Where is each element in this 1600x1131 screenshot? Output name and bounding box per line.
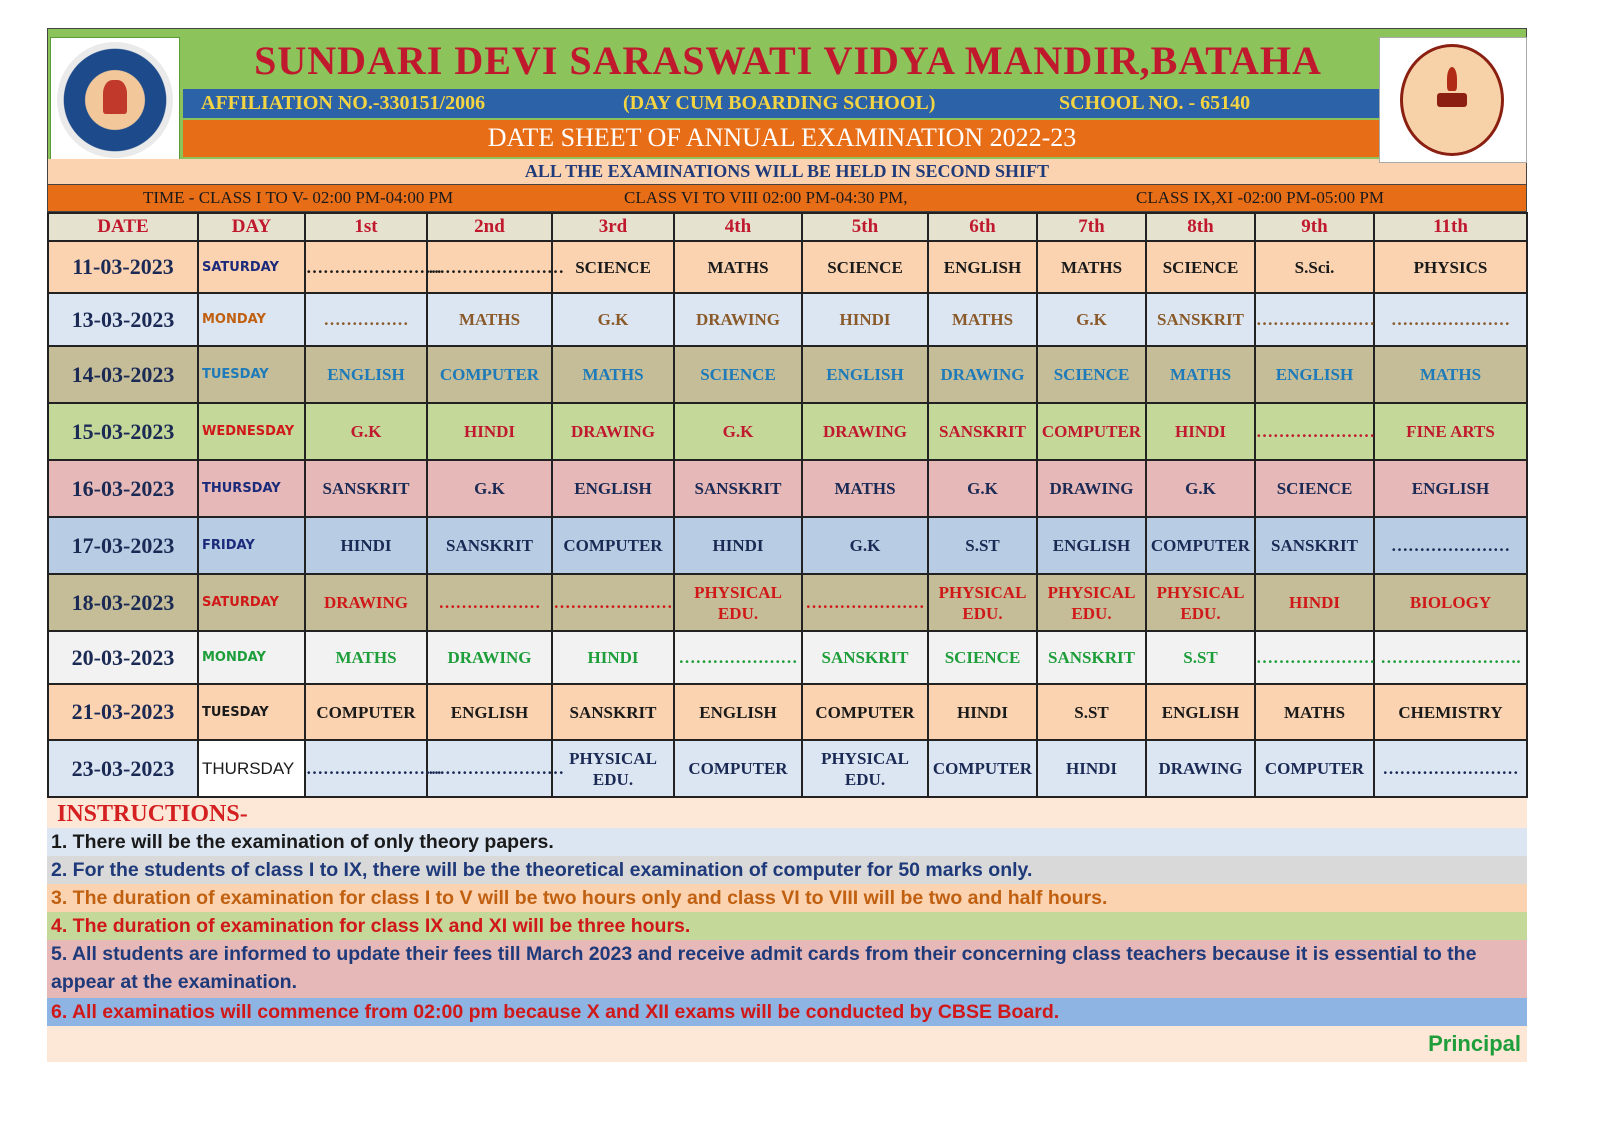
- column-header: 6th: [928, 213, 1037, 241]
- subject-cell: …………………: [1255, 403, 1374, 460]
- subject-cell: ENGLISH: [1037, 517, 1146, 574]
- subject-cell: ENGLISH: [305, 346, 427, 403]
- date-cell: 13-03-2023: [48, 293, 198, 346]
- subject-cell: ……………: [305, 293, 427, 346]
- subject-cell: PHYSICS: [1374, 241, 1527, 293]
- subject-cell: COMPUTER: [1255, 740, 1374, 797]
- column-header: DAY: [198, 213, 305, 241]
- affiliation-no: AFFILIATION NO.-330151/2006: [201, 92, 486, 114]
- vidya-bharati-lamp-icon: [1379, 37, 1527, 163]
- table-row: [48, 740, 1527, 797]
- subject-cell: ……………………: [305, 241, 427, 293]
- subject-cell: ENGLISH: [1146, 684, 1255, 740]
- subject-cell: …………………: [674, 631, 802, 684]
- table-row: [48, 631, 1527, 684]
- subject-cell: S.ST: [1037, 684, 1146, 740]
- subject-cell: CHEMISTRY: [1374, 684, 1527, 740]
- subject-cell: G.K: [674, 403, 802, 460]
- instructions: [47, 798, 1527, 1062]
- column-header: 1st: [305, 213, 427, 241]
- date-cell: 17-03-2023: [48, 517, 198, 574]
- subject-cell: HINDI: [305, 517, 427, 574]
- day-cell: MONDAY: [198, 631, 305, 684]
- subject-cell: HINDI: [802, 293, 928, 346]
- title-band: [183, 120, 1381, 157]
- date-cell: 11-03-2023: [48, 241, 198, 293]
- subject-cell: DRAWING: [802, 403, 928, 460]
- subject-cell: HINDI: [928, 684, 1037, 740]
- column-header: 2nd: [427, 213, 552, 241]
- subject-cell: SCIENCE: [1255, 460, 1374, 517]
- subject-cell: SANSKRIT: [674, 460, 802, 517]
- subject-cell: MATHS: [1255, 684, 1374, 740]
- table-row: [48, 346, 1527, 403]
- subject-cell: ……………………: [427, 241, 552, 293]
- shift-note: ALL THE EXAMINATIONS WILL BE HELD IN SECOND SHIFT: [524, 161, 1050, 181]
- subject-cell: MATHS: [1374, 346, 1527, 403]
- subject-cell: HINDI: [552, 631, 674, 684]
- shift-band: [48, 159, 1526, 184]
- table-header-row: [48, 213, 1527, 241]
- instructions-list: [47, 828, 1527, 1026]
- table-row: [48, 517, 1527, 574]
- subject-cell: G.K: [305, 403, 427, 460]
- subject-cell: G.K: [1037, 293, 1146, 346]
- subject-cell: HINDI: [1255, 574, 1374, 631]
- subject-cell: ……………………: [1374, 740, 1527, 797]
- instruction-item: 4. The duration of examination for class IX and XI will be three hours.: [47, 912, 1527, 940]
- subject-cell: ……………………: [305, 740, 427, 797]
- day-cell: TUESDAY: [198, 684, 305, 740]
- subject-cell: COMPUTER: [305, 684, 427, 740]
- subject-cell: S.ST: [928, 517, 1037, 574]
- subject-cell: PHYSICAL EDU.: [1146, 574, 1255, 631]
- subject-cell: PHYSICAL EDU.: [674, 574, 802, 631]
- school-type: (DAY CUM BOARDING SCHOOL): [623, 92, 936, 114]
- subject-cell: MATHS: [674, 241, 802, 293]
- subject-cell: SCIENCE: [674, 346, 802, 403]
- instructions-heading: INSTRUCTIONS-: [47, 798, 1527, 828]
- subject-cell: PHYSICAL EDU.: [1037, 574, 1146, 631]
- subject-cell: ………………: [427, 574, 552, 631]
- subject-cell: …………………: [1255, 293, 1374, 346]
- subject-cell: HINDI: [427, 403, 552, 460]
- table-row: [48, 684, 1527, 740]
- subject-cell: MATHS: [305, 631, 427, 684]
- subject-cell: COMPUTER: [1037, 403, 1146, 460]
- time-row: [47, 185, 1527, 212]
- column-header: 9th: [1255, 213, 1374, 241]
- subject-cell: …………………….: [1374, 631, 1527, 684]
- subject-cell: PHYSICAL EDU.: [552, 740, 674, 797]
- header: [47, 28, 1527, 185]
- subject-cell: COMPUTER: [928, 740, 1037, 797]
- school-name: SUNDARI DEVI SARASWATI VIDYA MANDIR,BATAHA: [254, 38, 1322, 83]
- subject-cell: MATHS: [802, 460, 928, 517]
- subject-cell: G.K: [802, 517, 928, 574]
- date-sheet: [47, 28, 1527, 1062]
- subject-cell: DRAWING: [1146, 740, 1255, 797]
- day-cell: THURSDAY: [198, 460, 305, 517]
- subject-cell: DRAWING: [427, 631, 552, 684]
- date-cell: 21-03-2023: [48, 684, 198, 740]
- subject-cell: SANSKRIT: [1255, 517, 1374, 574]
- subject-cell: …………………: [1374, 293, 1527, 346]
- time-class-1-5: TIME - CLASS I TO V- 02:00 PM-04:00 PM: [143, 188, 454, 207]
- subject-cell: ENGLISH: [928, 241, 1037, 293]
- date-cell: 15-03-2023: [48, 403, 198, 460]
- subject-cell: SCIENCE: [1037, 346, 1146, 403]
- subject-cell: MATHS: [427, 293, 552, 346]
- subject-cell: SCIENCE: [1146, 241, 1255, 293]
- column-header: 7th: [1037, 213, 1146, 241]
- table-row: [48, 241, 1527, 293]
- day-cell: SATURDAY: [198, 574, 305, 631]
- column-header: DATE: [48, 213, 198, 241]
- subject-cell: …………………: [1374, 517, 1527, 574]
- time-class-6-8: CLASS VI TO VIII 02:00 PM-04:30 PM,: [624, 188, 908, 207]
- date-cell: 16-03-2023: [48, 460, 198, 517]
- subject-cell: COMPUTER: [552, 517, 674, 574]
- exam-table: [47, 212, 1528, 798]
- school-no: SCHOOL NO. - 65140: [1059, 92, 1251, 114]
- instruction-item: 2. For the students of class I to IX, there will be the theoretical examination of computer for 50 marks only.: [47, 856, 1527, 884]
- date-cell: 23-03-2023: [48, 740, 198, 797]
- datesheet-title: DATE SHEET OF ANNUAL EXAMINATION 2022-23: [487, 123, 1077, 152]
- subject-cell: COMPUTER: [674, 740, 802, 797]
- subject-cell: HINDI: [1037, 740, 1146, 797]
- subject-cell: SANSKRIT: [305, 460, 427, 517]
- subject-cell: DRAWING: [1037, 460, 1146, 517]
- subject-cell: SANSKRIT: [802, 631, 928, 684]
- day-cell: TUESDAY: [198, 346, 305, 403]
- day-cell: WEDNESDAY: [198, 403, 305, 460]
- subject-cell: HINDI: [1146, 403, 1255, 460]
- affiliation-band: [183, 89, 1381, 118]
- day-cell: SATURDAY: [198, 241, 305, 293]
- subject-cell: DRAWING: [674, 293, 802, 346]
- subject-cell: …………………: [1255, 631, 1374, 684]
- instruction-item: 6. All examinatios will commence from 02:00 pm because X and XII exams will be conducted by CBSE Board.: [47, 998, 1527, 1026]
- subject-cell: SCIENCE: [802, 241, 928, 293]
- instruction-item: 5. All students are informed to update their fees till March 2023 and receive admit cards from their concerning class teachers because it is essential to the appear at the examination.: [47, 940, 1527, 998]
- table-row: [48, 293, 1527, 346]
- subject-cell: DRAWING: [552, 403, 674, 460]
- subject-cell: HINDI: [674, 517, 802, 574]
- column-header: 11th: [1374, 213, 1527, 241]
- subject-cell: FINE ARTS: [1374, 403, 1527, 460]
- table-body: [48, 241, 1527, 797]
- column-header: 5th: [802, 213, 928, 241]
- column-header: 3rd: [552, 213, 674, 241]
- day-cell: THURSDAY: [198, 740, 305, 797]
- subject-cell: SCIENCE: [552, 241, 674, 293]
- instruction-item: 3. The duration of examination for class I to V will be two hours only and class VI to VIII will be two and half hours.: [47, 884, 1527, 912]
- subject-cell: DRAWING: [928, 346, 1037, 403]
- subject-cell: S.ST: [1146, 631, 1255, 684]
- table-row: [48, 403, 1527, 460]
- subject-cell: ENGLISH: [552, 460, 674, 517]
- day-cell: FRIDAY: [198, 517, 305, 574]
- subject-cell: SANSKRIT: [928, 403, 1037, 460]
- table-row: [48, 460, 1527, 517]
- subject-cell: PHYSICAL EDU.: [928, 574, 1037, 631]
- subject-cell: ENGLISH: [1255, 346, 1374, 403]
- subject-cell: ……………………: [427, 740, 552, 797]
- subject-cell: COMPUTER: [427, 346, 552, 403]
- column-header: 8th: [1146, 213, 1255, 241]
- subject-cell: DRAWING: [305, 574, 427, 631]
- subject-cell: MATHS: [1146, 346, 1255, 403]
- subject-cell: BIOLOGY: [1374, 574, 1527, 631]
- school-emblem-icon: [50, 37, 180, 163]
- date-cell: 14-03-2023: [48, 346, 198, 403]
- subject-cell: SANSKRIT: [1146, 293, 1255, 346]
- time-class-9-11: CLASS IX,XI -02:00 PM-05:00 PM: [1136, 188, 1384, 207]
- subject-cell: S.Sci.: [1255, 241, 1374, 293]
- subject-cell: ENGLISH: [674, 684, 802, 740]
- subject-cell: …………………: [802, 574, 928, 631]
- subject-cell: MATHS: [928, 293, 1037, 346]
- subject-cell: ENGLISH: [802, 346, 928, 403]
- subject-cell: G.K: [1146, 460, 1255, 517]
- day-cell: MONDAY: [198, 293, 305, 346]
- instruction-item: 1. There will be the examination of only theory papers.: [47, 828, 1527, 856]
- subject-cell: ENGLISH: [1374, 460, 1527, 517]
- column-header: 4th: [674, 213, 802, 241]
- subject-cell: MATHS: [552, 346, 674, 403]
- subject-cell: COMPUTER: [1146, 517, 1255, 574]
- subject-cell: ENGLISH: [427, 684, 552, 740]
- subject-cell: PHYSICAL EDU.: [802, 740, 928, 797]
- subject-cell: MATHS: [1037, 241, 1146, 293]
- subject-cell: G.K: [928, 460, 1037, 517]
- table-row: [48, 574, 1527, 631]
- subject-cell: G.K: [552, 293, 674, 346]
- subject-cell: SANSKRIT: [427, 517, 552, 574]
- date-cell: 18-03-2023: [48, 574, 198, 631]
- subject-cell: SANSKRIT: [1037, 631, 1146, 684]
- subject-cell: COMPUTER: [802, 684, 928, 740]
- subject-cell: G.K: [427, 460, 552, 517]
- subject-cell: …………………: [552, 574, 674, 631]
- subject-cell: SANSKRIT: [552, 684, 674, 740]
- subject-cell: SCIENCE: [928, 631, 1037, 684]
- principal-signature: Principal: [47, 1026, 1527, 1062]
- date-cell: 20-03-2023: [48, 631, 198, 684]
